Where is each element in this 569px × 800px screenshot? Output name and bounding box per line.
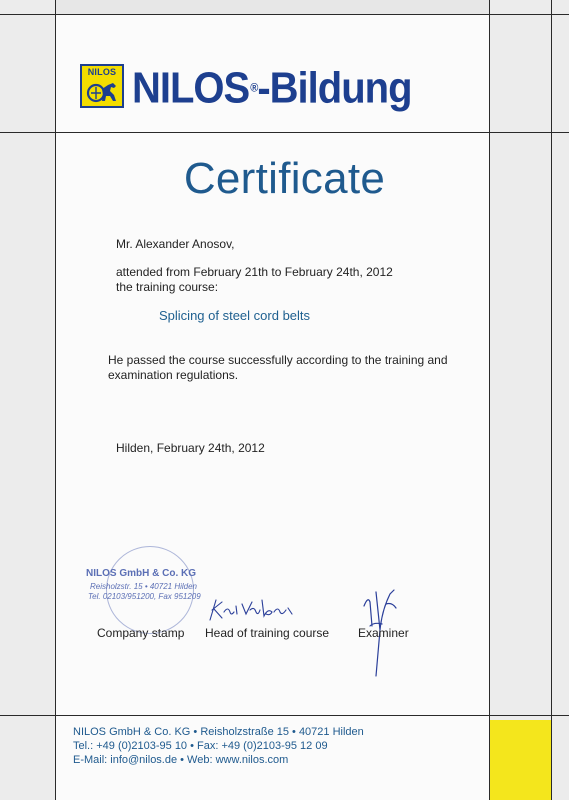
frame-line-far-right bbox=[551, 0, 552, 800]
left-margin-shade bbox=[0, 0, 55, 800]
stamp-phone: Tel. 02103/951200, Fax 951209 bbox=[88, 592, 201, 601]
examiner-label: Examiner bbox=[358, 626, 409, 640]
logo-wordmark bbox=[132, 64, 412, 112]
course-intro: the training course: bbox=[116, 280, 219, 294]
badge-text: NILOS bbox=[87, 67, 117, 77]
yellow-accent-block bbox=[489, 720, 551, 800]
stamp-company-name: NILOS GmbH & Co. KG bbox=[86, 568, 196, 579]
footer-phone-fax: Tel.: +49 (0)2103-95 10 • Fax: +49 (0)2103-95 12 09 bbox=[73, 740, 328, 752]
recipient-name: Mr. Alexander Anosov, bbox=[116, 237, 235, 251]
attendance-dates: attended from February 21th to February 24th, 2012 bbox=[116, 265, 393, 279]
certificate-title: Certificate bbox=[183, 154, 386, 203]
stamp-address: Reisholzstr. 15 • 40721 Hilden bbox=[90, 582, 198, 591]
company-stamp bbox=[86, 560, 216, 620]
head-of-training-signature bbox=[206, 594, 296, 624]
footer-address: NILOS GmbH & Co. KG • Reisholzstraße 15 • 40721 Hilden bbox=[73, 726, 364, 738]
place-and-date: Hilden, February 24th, 2012 bbox=[116, 441, 265, 455]
nilos-bildung-logo bbox=[80, 64, 412, 113]
footer-email-web: E-Mail: info@nilos.de • Web: www.nilos.com bbox=[73, 754, 289, 766]
company-stamp-label: Company stamp bbox=[97, 626, 185, 640]
result-line-2: examination regulations. bbox=[108, 368, 239, 382]
logo-wordmark-nilos: NILOS bbox=[132, 64, 250, 113]
frame-line-left bbox=[55, 0, 56, 800]
right-margin-shade bbox=[489, 0, 569, 800]
head-of-training-label: Head of training course bbox=[205, 626, 330, 640]
frame-line-top bbox=[0, 14, 569, 15]
registered-mark: ® bbox=[250, 81, 258, 95]
logo-wordmark-suffix: -Bildung bbox=[257, 64, 412, 113]
frame-line-header bbox=[0, 132, 569, 133]
frame-line-right bbox=[489, 0, 490, 800]
nilos-badge bbox=[80, 64, 124, 108]
horse-logo-icon bbox=[86, 79, 120, 105]
course-name: Splicing of steel cord belts bbox=[159, 308, 311, 323]
top-shade bbox=[0, 0, 569, 14]
frame-line-footer bbox=[0, 715, 569, 716]
result-line-1: He passed the course successfully according to the training and bbox=[108, 353, 448, 367]
